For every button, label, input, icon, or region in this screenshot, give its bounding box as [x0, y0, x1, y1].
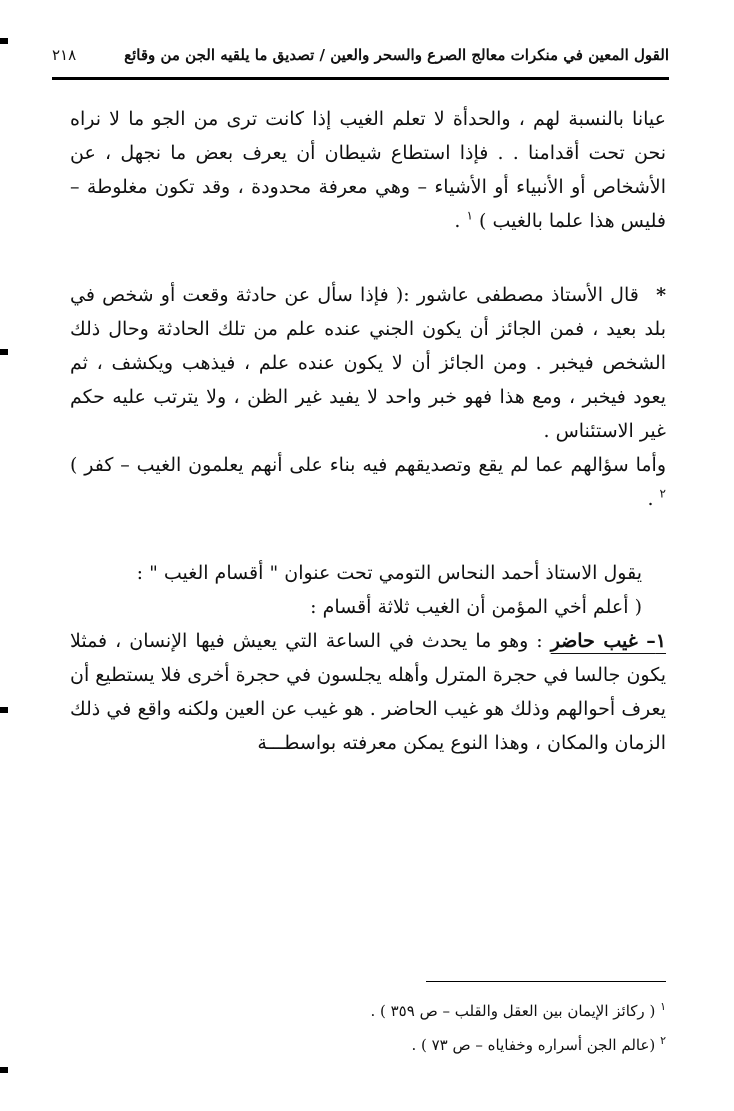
- main-text: [70, 102, 666, 760]
- footnote-2: [70, 1028, 666, 1062]
- footnote-1: [70, 994, 666, 1028]
- paragraph-1: عيانا بالنسبة لهم ، والحدأة لا تعلم الغيب إذا كانت ترى من الجو ما لا نراه نحن تحت أقدامنا . . فإذا استطاع شيطان أن يعرف بعض ما نجهل ، عن الأشخاص أو الأنبياء أو الأشياء – وهي معرفة محدودة ، وقد تكون مغلوطة – فليس هذا علما بالغيب ) $^١$ .: [70, 108, 666, 232]
- paragraph-5: ( أعلم أخي المؤمن أن الغيب ثلاثة أقسام :: [310, 596, 642, 618]
- footnote-number: ١: [660, 1000, 666, 1013]
- footnote-ref-2[interactable]: ٢: [659, 486, 666, 501]
- footnote-text: (عالم الجن أسراره وخفاياه – ص ٧٣ ) .: [411, 1036, 656, 1054]
- scan-edge-mark: [0, 1067, 8, 1073]
- footnote-text: ( ركائز الإيمان بين العقل والقلب – ص ٣٥٩ ) .: [370, 1002, 656, 1020]
- bullet-star: *: [656, 284, 666, 306]
- paragraph-2: * قال الأستاذ مصطفى عاشور :( فإذا سأل عن حادثة وقعت أو شخص في بلد بعيد ، فمن الجائز أن يكون الجني عنده علم من تلك الحادثة وحال ذلك الشخص فيخبر . ومن الجائز أن لا يكون عنده علم ، فيذهب ويكشف ، ثم يعود فيخبر ، ومع هذا فهو خبر واحد لا يفيد غير الظن ، ولا يترتب عليه حكم غير الاستئناس .: [70, 284, 666, 442]
- page-number: ٢١٨: [52, 46, 77, 64]
- header-title: القول المعين في منكرات معالج الصرع والسحر والعين / تصديق ما يلقيه الجن من وقائع: [124, 46, 669, 64]
- scan-edge-mark: [0, 38, 8, 44]
- running-header: [52, 40, 669, 70]
- paragraph-6: ١– غيب حاضر : وهو ما يحدث في الساعة التي يعيش فيها الإنسان ، فمثلا يكون جالسا في حجرة المترل وأهله يجلسون في حجرة أخرى فلا يستطيع أن يعرف أحوالهم وذلك هو غيب الحاضر . هو غيب عن العين ولكنه واقع في ذلك الزمان والمكان ، وهذا النوع يمكن معرفته بواسطـــة: [70, 630, 667, 754]
- scan-edge-mark: [0, 707, 8, 713]
- scan-edge-mark: [0, 349, 8, 355]
- section-term: ١– غيب حاضر: [550, 630, 667, 652]
- footnote-number: ٢: [660, 1034, 666, 1047]
- paragraph-4: يقول الاستاذ أحمد النحاس التومي تحت عنوان " أقسام الغيب " :: [136, 562, 642, 584]
- paragraph-3: وأما سؤالهم عما لم يقع وتصديقهم فيه بناء على أنهم يعلمون الغيب – كفر ) $^٢$ .: [70, 454, 666, 510]
- footnote-divider: [426, 981, 666, 982]
- footnote-ref-1[interactable]: ١: [466, 208, 473, 223]
- footnotes: [70, 994, 666, 1062]
- header-divider: [52, 77, 669, 80]
